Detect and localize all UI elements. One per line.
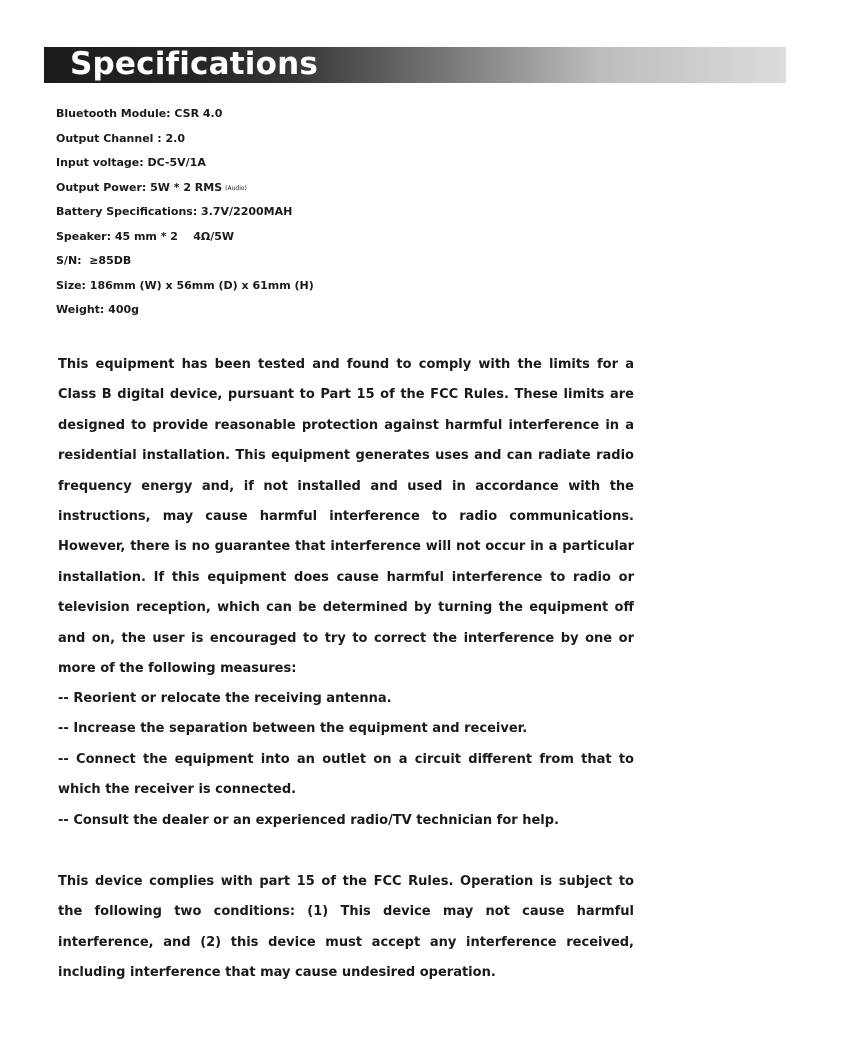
page-title: Specifications (70, 46, 319, 82)
specifications-list (56, 102, 556, 323)
spec-text: Output Power: 5W * 2 RMS (56, 180, 223, 194)
spec-input-voltage (56, 151, 556, 176)
fcc-measure-item: -- Reorient or relocate the receiving antenna. (58, 691, 392, 706)
fcc-conditions-paragraph: This device complies with part 15 of the FCC Rules. Operation is subject to the following two conditions: (1) This device may not cause harmful interference, and (2) this device must accept any interference received, including interference that may cause undesired operation. (58, 874, 634, 981)
spec-text: S/N: ≥85DB (56, 254, 132, 267)
spec-weight (56, 298, 556, 323)
spec-signal-noise (56, 249, 556, 274)
fcc-measure-item: -- Connect the equipment into an outlet on a circuit different from that to which the receiver is connected. (58, 751, 634, 798)
spec-text: Input voltage: DC-5V/1A (56, 156, 206, 169)
spec-speaker (56, 225, 556, 250)
fcc-measures-list (58, 684, 634, 836)
fcc-compliance-paragraph: This equipment has been tested and found to comply with the limits for a Class B digital device, pursuant to Part 15 of the FCC Rules. These limits are designed to provide reasonable protection against harmful interference in a residential installation. This equipment generates uses and can radiate radio frequency energy and, if not installed and used in accordance with the instructions, may cause harmful interference to radio communications. However, there is no guarantee that interference will not occur in a particular installation. If this equipment does cause harmful interference to radio or television reception, which can be determined by turning the equipment off and on, the user is encouraged to try to correct the interference by one or more of the following measures: (58, 357, 634, 677)
spec-output-power-note: (Audio) (225, 184, 247, 192)
fcc-measure-item: -- Consult the dealer or an experienced radio/TV technician for help. (58, 812, 559, 828)
spec-text: Weight: 400g (56, 303, 139, 316)
spec-text: Size: 186mm (W) x 56mm (D) x 61mm (H) (56, 278, 314, 292)
spec-text: Bluetooth Module: CSR 4.0 (56, 107, 223, 120)
spec-output-power (56, 176, 556, 201)
fcc-measure-item: -- Increase the separation between the equipment and receiver. (58, 721, 528, 737)
spec-bluetooth-module (56, 102, 556, 127)
spec-text: Output Channel : 2.0 (56, 131, 185, 145)
spec-text: Battery Specifications: 3.7V/2200MAH (56, 205, 293, 218)
spec-battery (56, 200, 556, 225)
spec-text: Speaker: 45 mm * 2 4Ω/5W (56, 229, 235, 243)
spec-size (56, 274, 556, 299)
spec-output-channel (56, 127, 556, 152)
